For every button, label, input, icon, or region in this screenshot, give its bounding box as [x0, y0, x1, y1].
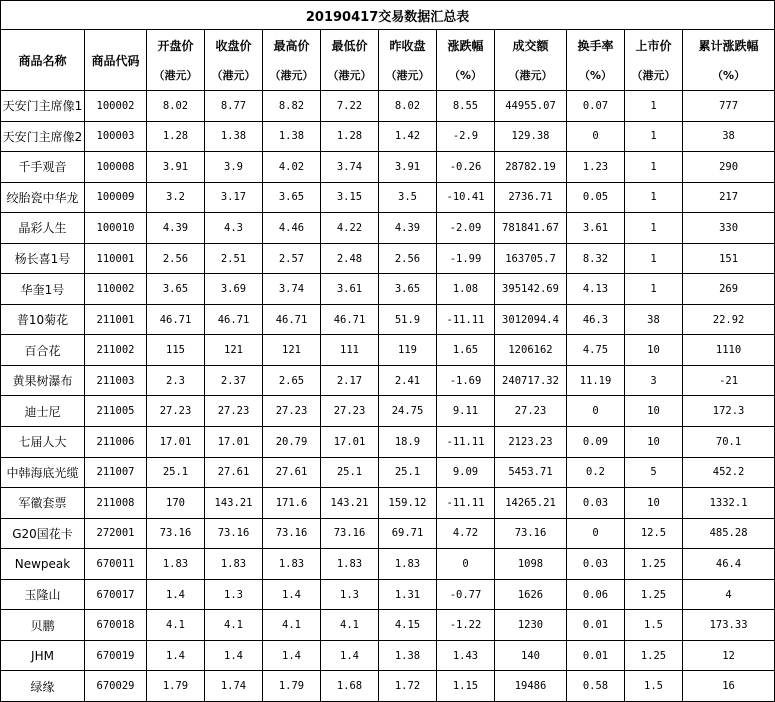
header-turnover-rate: 换手率 [567, 30, 625, 61]
cell-cumulative-change: 16 [683, 671, 775, 702]
cell-prev-close: 1.72 [379, 671, 437, 702]
cell-cumulative-change: 485.28 [683, 518, 775, 549]
cell-turnover-rate: 4.75 [567, 335, 625, 366]
cell-low: 1.68 [321, 671, 379, 702]
cell-name: 天安门主席像1 [1, 91, 85, 122]
cell-turnover: 1230 [495, 610, 567, 641]
cell-code: 670011 [85, 549, 147, 580]
cell-low: 4.1 [321, 610, 379, 641]
cell-code: 110002 [85, 274, 147, 305]
table-row [1, 121, 775, 152]
cell-turnover: 73.16 [495, 518, 567, 549]
cell-close: 1.38 [205, 121, 263, 152]
cell-turnover: 14265.21 [495, 488, 567, 519]
cell-code: 100003 [85, 121, 147, 152]
cell-listing-price: 10 [625, 396, 683, 427]
cell-close: 143.21 [205, 488, 263, 519]
cell-change-pct: -2.09 [437, 213, 495, 244]
cell-turnover-rate: 0.58 [567, 671, 625, 702]
cell-low: 1.28 [321, 121, 379, 152]
cell-code: 211007 [85, 457, 147, 488]
cell-change-pct: -0.77 [437, 579, 495, 610]
header-name: 商品名称 [1, 30, 85, 91]
cell-turnover: 129.38 [495, 121, 567, 152]
cell-code: 100002 [85, 91, 147, 122]
cell-code: 211006 [85, 427, 147, 458]
cell-listing-price: 1.5 [625, 671, 683, 702]
cell-turnover-rate: 0.01 [567, 610, 625, 641]
cell-listing-price: 1 [625, 152, 683, 183]
cell-listing-price: 1 [625, 91, 683, 122]
cell-low: 17.01 [321, 427, 379, 458]
cell-close: 73.16 [205, 518, 263, 549]
cell-high: 1.4 [263, 579, 321, 610]
cell-prev-close: 3.91 [379, 152, 437, 183]
cell-close: 1.3 [205, 579, 263, 610]
cell-low: 3.15 [321, 182, 379, 213]
cell-open: 3.65 [147, 274, 205, 305]
cell-name: 迪士尼 [1, 396, 85, 427]
cell-turnover: 5453.71 [495, 457, 567, 488]
cell-prev-close: 1.38 [379, 640, 437, 671]
header-prev-close: 昨收盘 [379, 30, 437, 61]
cell-cumulative-change: 151 [683, 243, 775, 274]
cell-code: 110001 [85, 243, 147, 274]
cell-open: 27.23 [147, 396, 205, 427]
cell-change-pct: 9.09 [437, 457, 495, 488]
cell-code: 670018 [85, 610, 147, 641]
cell-high: 121 [263, 335, 321, 366]
cell-low: 111 [321, 335, 379, 366]
cell-name: 普10菊花 [1, 304, 85, 335]
table-row [1, 457, 775, 488]
cell-low: 25.1 [321, 457, 379, 488]
cell-cumulative-change: 290 [683, 152, 775, 183]
cell-listing-price: 1 [625, 274, 683, 305]
table-row [1, 579, 775, 610]
table-row [1, 671, 775, 702]
cell-cumulative-change: 777 [683, 91, 775, 122]
cell-open: 1.28 [147, 121, 205, 152]
cell-low: 143.21 [321, 488, 379, 519]
cell-turnover: 19486 [495, 671, 567, 702]
cell-close: 46.71 [205, 304, 263, 335]
cell-low: 7.22 [321, 91, 379, 122]
cell-turnover-rate: 0.03 [567, 488, 625, 519]
cell-name: 军徽套票 [1, 488, 85, 519]
cell-high: 3.74 [263, 274, 321, 305]
cell-prev-close: 1.42 [379, 121, 437, 152]
cell-cumulative-change: 452.2 [683, 457, 775, 488]
cell-turnover-rate: 1.23 [567, 152, 625, 183]
cell-turnover: 1098 [495, 549, 567, 580]
cell-close: 27.23 [205, 396, 263, 427]
cell-turnover-rate: 0.03 [567, 549, 625, 580]
cell-listing-price: 10 [625, 488, 683, 519]
cell-listing-price: 1.25 [625, 640, 683, 671]
cell-low: 27.23 [321, 396, 379, 427]
cell-name: 天安门主席像2 [1, 121, 85, 152]
cell-open: 4.1 [147, 610, 205, 641]
cell-prev-close: 3.5 [379, 182, 437, 213]
cell-cumulative-change: 46.4 [683, 549, 775, 580]
cell-turnover: 2123.23 [495, 427, 567, 458]
cell-turnover: 28782.19 [495, 152, 567, 183]
cell-change-pct: 1.65 [437, 335, 495, 366]
unit-listing-price: （港元） [625, 60, 683, 91]
cell-high: 8.82 [263, 91, 321, 122]
cell-prev-close: 119 [379, 335, 437, 366]
cell-turnover: 395142.69 [495, 274, 567, 305]
unit-close: （港元） [205, 60, 263, 91]
cell-close: 2.51 [205, 243, 263, 274]
cell-change-pct: -1.22 [437, 610, 495, 641]
header-change-pct: 涨跌幅 [437, 30, 495, 61]
cell-cumulative-change: -21 [683, 365, 775, 396]
cell-turnover-rate: 0 [567, 121, 625, 152]
cell-close: 8.77 [205, 91, 263, 122]
cell-low: 2.48 [321, 243, 379, 274]
table-row [1, 304, 775, 335]
cell-turnover-rate: 0 [567, 518, 625, 549]
cell-change-pct: -1.69 [437, 365, 495, 396]
cell-change-pct: 4.72 [437, 518, 495, 549]
cell-high: 46.71 [263, 304, 321, 335]
cell-close: 3.9 [205, 152, 263, 183]
cell-change-pct: 8.55 [437, 91, 495, 122]
cell-prev-close: 69.71 [379, 518, 437, 549]
cell-listing-price: 1 [625, 243, 683, 274]
cell-prev-close: 159.12 [379, 488, 437, 519]
cell-turnover: 1626 [495, 579, 567, 610]
cell-high: 171.6 [263, 488, 321, 519]
table-row [1, 518, 775, 549]
cell-change-pct: 9.11 [437, 396, 495, 427]
cell-change-pct: -2.9 [437, 121, 495, 152]
cell-prev-close: 18.9 [379, 427, 437, 458]
cell-open: 1.4 [147, 579, 205, 610]
cell-listing-price: 1.25 [625, 549, 683, 580]
cell-name: 七届人大 [1, 427, 85, 458]
cell-code: 670019 [85, 640, 147, 671]
cell-turnover: 163705.7 [495, 243, 567, 274]
cell-close: 4.1 [205, 610, 263, 641]
header-turnover: 成交额 [495, 30, 567, 61]
cell-cumulative-change: 269 [683, 274, 775, 305]
cell-turnover-rate: 8.32 [567, 243, 625, 274]
cell-prev-close: 2.56 [379, 243, 437, 274]
cell-listing-price: 5 [625, 457, 683, 488]
cell-name: JHM [1, 640, 85, 671]
cell-turnover-rate: 46.3 [567, 304, 625, 335]
cell-listing-price: 1.25 [625, 579, 683, 610]
cell-cumulative-change: 12 [683, 640, 775, 671]
cell-code: 670017 [85, 579, 147, 610]
cell-prev-close: 4.39 [379, 213, 437, 244]
header-close: 收盘价 [205, 30, 263, 61]
cell-open: 46.71 [147, 304, 205, 335]
cell-change-pct: -11.11 [437, 304, 495, 335]
cell-high: 4.46 [263, 213, 321, 244]
cell-listing-price: 1 [625, 213, 683, 244]
cell-high: 4.1 [263, 610, 321, 641]
cell-name: 华奎1号 [1, 274, 85, 305]
cell-name: 千手观音 [1, 152, 85, 183]
cell-cumulative-change: 38 [683, 121, 775, 152]
cell-open: 1.4 [147, 640, 205, 671]
cell-low: 46.71 [321, 304, 379, 335]
cell-prev-close: 4.15 [379, 610, 437, 641]
cell-turnover: 1206162 [495, 335, 567, 366]
cell-prev-close: 1.83 [379, 549, 437, 580]
cell-cumulative-change: 172.3 [683, 396, 775, 427]
cell-close: 1.74 [205, 671, 263, 702]
cell-cumulative-change: 22.92 [683, 304, 775, 335]
cell-listing-price: 1 [625, 121, 683, 152]
cell-change-pct: -11.11 [437, 427, 495, 458]
cell-turnover: 27.23 [495, 396, 567, 427]
table-row [1, 396, 775, 427]
cell-turnover-rate: 0.06 [567, 579, 625, 610]
cell-high: 1.4 [263, 640, 321, 671]
cell-turnover-rate: 0 [567, 396, 625, 427]
cell-low: 1.83 [321, 549, 379, 580]
cell-turnover-rate: 0.2 [567, 457, 625, 488]
cell-listing-price: 10 [625, 335, 683, 366]
cell-code: 272001 [85, 518, 147, 549]
table-row [1, 610, 775, 641]
cell-turnover-rate: 0.09 [567, 427, 625, 458]
cell-listing-price: 10 [625, 427, 683, 458]
cell-listing-price: 12.5 [625, 518, 683, 549]
cell-code: 670029 [85, 671, 147, 702]
cell-name: 黄果树瀑布 [1, 365, 85, 396]
cell-turnover-rate: 0.05 [567, 182, 625, 213]
cell-name: 百合花 [1, 335, 85, 366]
cell-change-pct: -0.26 [437, 152, 495, 183]
cell-turnover-rate: 0.01 [567, 640, 625, 671]
cell-code: 211001 [85, 304, 147, 335]
cell-open: 170 [147, 488, 205, 519]
cell-open: 3.91 [147, 152, 205, 183]
cell-low: 3.61 [321, 274, 379, 305]
cell-high: 1.79 [263, 671, 321, 702]
cell-listing-price: 3 [625, 365, 683, 396]
cell-name: G20国花卡 [1, 518, 85, 549]
table-row [1, 243, 775, 274]
table-row [1, 274, 775, 305]
cell-change-pct: -11.11 [437, 488, 495, 519]
cell-high: 27.61 [263, 457, 321, 488]
cell-listing-price: 38 [625, 304, 683, 335]
table-row [1, 182, 775, 213]
cell-turnover: 140 [495, 640, 567, 671]
cell-listing-price: 1 [625, 182, 683, 213]
cell-code: 211002 [85, 335, 147, 366]
cell-turnover: 240717.32 [495, 365, 567, 396]
unit-prev-close: （港元） [379, 60, 437, 91]
table-row [1, 427, 775, 458]
cell-change-pct: 1.43 [437, 640, 495, 671]
cell-open: 8.02 [147, 91, 205, 122]
table-row [1, 640, 775, 671]
cell-high: 1.38 [263, 121, 321, 152]
cell-name: 晶彩人生 [1, 213, 85, 244]
cell-turnover: 2736.71 [495, 182, 567, 213]
cell-low: 1.4 [321, 640, 379, 671]
cell-close: 17.01 [205, 427, 263, 458]
cell-high: 2.65 [263, 365, 321, 396]
cell-change-pct: 1.08 [437, 274, 495, 305]
cell-change-pct: -1.99 [437, 243, 495, 274]
table-row [1, 488, 775, 519]
cell-open: 17.01 [147, 427, 205, 458]
cell-cumulative-change: 1332.1 [683, 488, 775, 519]
cell-prev-close: 3.65 [379, 274, 437, 305]
cell-cumulative-change: 70.1 [683, 427, 775, 458]
cell-open: 1.83 [147, 549, 205, 580]
cell-low: 2.17 [321, 365, 379, 396]
cell-close: 1.4 [205, 640, 263, 671]
cell-name: 绿缘 [1, 671, 85, 702]
cell-prev-close: 1.31 [379, 579, 437, 610]
cell-close: 2.37 [205, 365, 263, 396]
cell-cumulative-change: 1110 [683, 335, 775, 366]
cell-name: 贝鹏 [1, 610, 85, 641]
cell-close: 4.3 [205, 213, 263, 244]
cell-open: 4.39 [147, 213, 205, 244]
cell-open: 3.2 [147, 182, 205, 213]
cell-turnover-rate: 11.19 [567, 365, 625, 396]
header-listing-price: 上市价 [625, 30, 683, 61]
table-row [1, 152, 775, 183]
unit-turnover: （港元） [495, 60, 567, 91]
cell-prev-close: 24.75 [379, 396, 437, 427]
table-row [1, 549, 775, 580]
table-row [1, 365, 775, 396]
cell-prev-close: 51.9 [379, 304, 437, 335]
cell-low: 73.16 [321, 518, 379, 549]
header-code: 商品代码 [85, 30, 147, 91]
cell-cumulative-change: 4 [683, 579, 775, 610]
unit-high: （港元） [263, 60, 321, 91]
cell-turnover-rate: 4.13 [567, 274, 625, 305]
cell-open: 2.56 [147, 243, 205, 274]
cell-cumulative-change: 217 [683, 182, 775, 213]
cell-name: Newpeak [1, 549, 85, 580]
cell-change-pct: -10.41 [437, 182, 495, 213]
cell-cumulative-change: 330 [683, 213, 775, 244]
cell-open: 1.79 [147, 671, 205, 702]
cell-name: 杨长喜1号 [1, 243, 85, 274]
cell-cumulative-change: 173.33 [683, 610, 775, 641]
cell-close: 1.83 [205, 549, 263, 580]
cell-name: 中韩海底光缆 [1, 457, 85, 488]
cell-listing-price: 1.5 [625, 610, 683, 641]
cell-turnover-rate: 0.07 [567, 91, 625, 122]
cell-high: 2.57 [263, 243, 321, 274]
cell-prev-close: 2.41 [379, 365, 437, 396]
cell-turnover: 44955.07 [495, 91, 567, 122]
cell-high: 3.65 [263, 182, 321, 213]
cell-high: 20.79 [263, 427, 321, 458]
cell-code: 100009 [85, 182, 147, 213]
unit-low: （港元） [321, 60, 379, 91]
header-low: 最低价 [321, 30, 379, 61]
cell-close: 27.61 [205, 457, 263, 488]
header-cumulative-change: 累计涨跌幅 [683, 30, 775, 61]
table-row [1, 213, 775, 244]
cell-turnover: 781841.67 [495, 213, 567, 244]
cell-high: 4.02 [263, 152, 321, 183]
table-row [1, 335, 775, 366]
unit-turnover-rate: （%） [567, 60, 625, 91]
cell-code: 211003 [85, 365, 147, 396]
cell-code: 100010 [85, 213, 147, 244]
cell-low: 3.74 [321, 152, 379, 183]
cell-turnover: 3012094.4 [495, 304, 567, 335]
cell-low: 1.3 [321, 579, 379, 610]
cell-high: 73.16 [263, 518, 321, 549]
cell-name: 玉隆山 [1, 579, 85, 610]
cell-open: 25.1 [147, 457, 205, 488]
cell-high: 27.23 [263, 396, 321, 427]
cell-prev-close: 25.1 [379, 457, 437, 488]
cell-close: 121 [205, 335, 263, 366]
cell-code: 211008 [85, 488, 147, 519]
unit-change-pct: （%） [437, 60, 495, 91]
cell-change-pct: 1.15 [437, 671, 495, 702]
cell-low: 4.22 [321, 213, 379, 244]
cell-name: 绞胎瓷中华龙 [1, 182, 85, 213]
cell-prev-close: 8.02 [379, 91, 437, 122]
unit-cumulative-change: （%） [683, 60, 775, 91]
cell-code: 100008 [85, 152, 147, 183]
cell-turnover-rate: 3.61 [567, 213, 625, 244]
cell-open: 115 [147, 335, 205, 366]
header-open: 开盘价 [147, 30, 205, 61]
cell-close: 3.69 [205, 274, 263, 305]
header-high: 最高价 [263, 30, 321, 61]
cell-high: 1.83 [263, 549, 321, 580]
table-title: 20190417交易数据汇总表 [1, 1, 775, 30]
cell-change-pct: 0 [437, 549, 495, 580]
cell-open: 73.16 [147, 518, 205, 549]
cell-open: 2.3 [147, 365, 205, 396]
unit-open: （港元） [147, 60, 205, 91]
cell-code: 211005 [85, 396, 147, 427]
cell-close: 3.17 [205, 182, 263, 213]
table-row [1, 91, 775, 122]
table-body [1, 91, 775, 702]
